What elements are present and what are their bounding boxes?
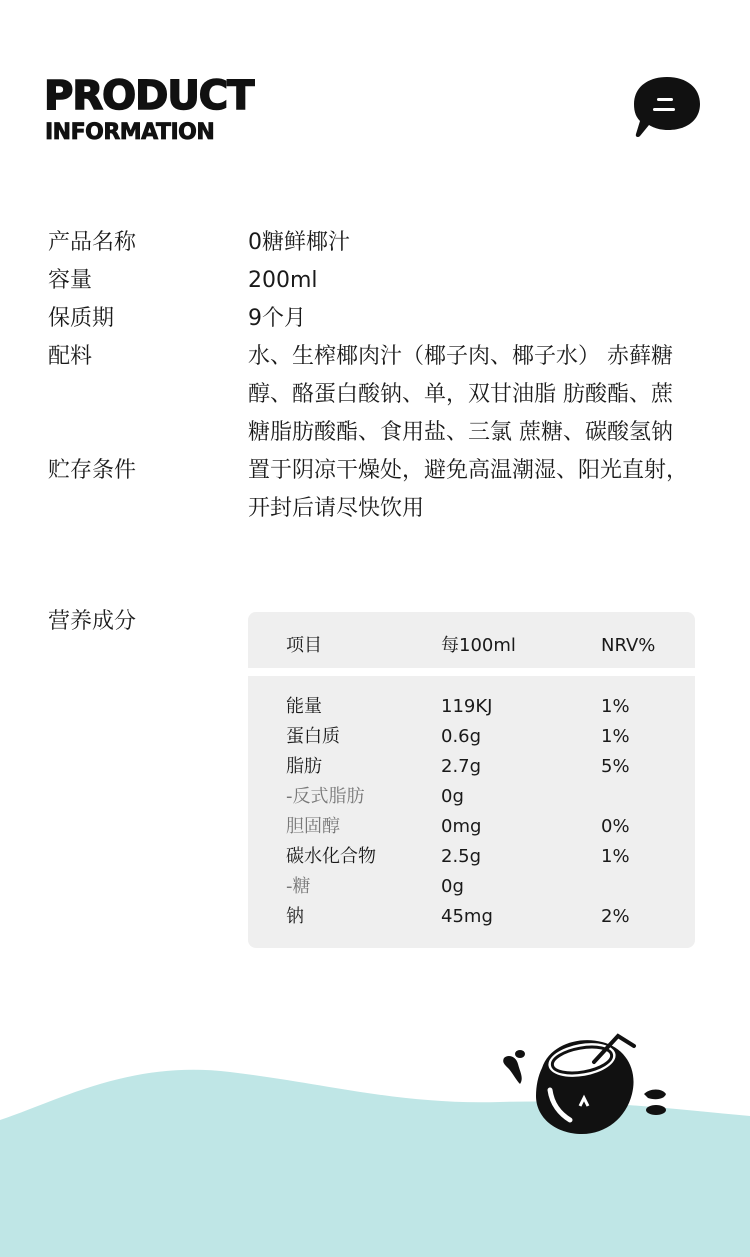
nutrient-amount: 0g [441, 876, 464, 897]
info-value: 0糖鲜椰汁 [248, 230, 350, 255]
info-row-volume [48, 262, 708, 300]
nutrient-amount: 119KJ [441, 696, 493, 717]
info-value: 200ml [248, 268, 318, 293]
table-row [248, 842, 695, 872]
info-label: 贮存条件 [48, 458, 137, 483]
table-row [248, 722, 695, 752]
nutrient-amount: 0mg [441, 816, 482, 837]
table-row [248, 902, 695, 932]
table-row [248, 812, 695, 842]
info-value: 置于阴凉干燥处，避免高温潮湿、阳光直射，开封后请尽快饮用 [248, 458, 689, 521]
nutrient-amount: 45mg [441, 906, 493, 927]
nutrient-name: 胆固醇 [286, 816, 340, 837]
info-value: 9个月 [248, 306, 306, 331]
nutrient-name: 能量 [286, 696, 322, 717]
info-label: 配料 [48, 344, 93, 369]
nutrient-amount: 0g [441, 786, 464, 807]
info-row-storage [48, 452, 708, 528]
nutrient-nrv: 1% [601, 696, 630, 717]
divider [248, 668, 695, 676]
nutrient-name: 钠 [286, 906, 304, 927]
info-row-name [48, 224, 708, 262]
info-row-ingredients [48, 338, 708, 452]
nutrient-nrv: 5% [601, 756, 630, 777]
coconut-icon [498, 1028, 678, 1140]
info-label: 产品名称 [48, 230, 137, 255]
nutrition-label: 营养成分 [48, 609, 137, 634]
nutrient-amount: 2.5g [441, 846, 482, 867]
page-title: PRODUCT [44, 73, 254, 119]
nutrition-table [248, 612, 695, 948]
info-label: 保质期 [48, 306, 115, 331]
column-header: 每100ml [441, 635, 516, 656]
nutrient-nrv: 0% [601, 816, 630, 837]
nutrient-nrv: 2% [601, 906, 630, 927]
table-row [248, 752, 695, 782]
nutrient-name: 蛋白质 [286, 726, 340, 747]
info-label: 容量 [48, 268, 93, 293]
column-header: 项目 [286, 635, 322, 656]
nutrient-name: -糖 [286, 876, 311, 897]
info-row-shelf-life [48, 300, 708, 338]
page-subtitle: INFORMATION [45, 120, 215, 145]
info-value: 水、生榨椰肉汁（椰子肉、椰子水） 赤藓糖醇、酪蛋白酸钠、单，双甘油脂 肪酸酯、蔗糖脂肪酸酯、食用盐、三氯 蔗糖、碳酸氢钠 [248, 344, 673, 445]
nutrient-nrv: 1% [601, 846, 630, 867]
nutrient-amount: 2.7g [441, 756, 482, 777]
nutrient-nrv: 1% [601, 726, 630, 747]
column-header: NRV% [601, 635, 656, 656]
nutrient-name: -反式脂肪 [286, 786, 365, 807]
table-row [248, 782, 695, 812]
nutrient-name: 脂肪 [286, 756, 322, 777]
table-row [248, 872, 695, 902]
speech-bubble-icon [632, 74, 702, 140]
product-info [48, 224, 708, 528]
nutrition-table-header [248, 612, 695, 668]
nutrient-name: 碳水化合物 [286, 846, 376, 867]
nutrient-amount: 0.6g [441, 726, 482, 747]
table-row [248, 692, 695, 722]
